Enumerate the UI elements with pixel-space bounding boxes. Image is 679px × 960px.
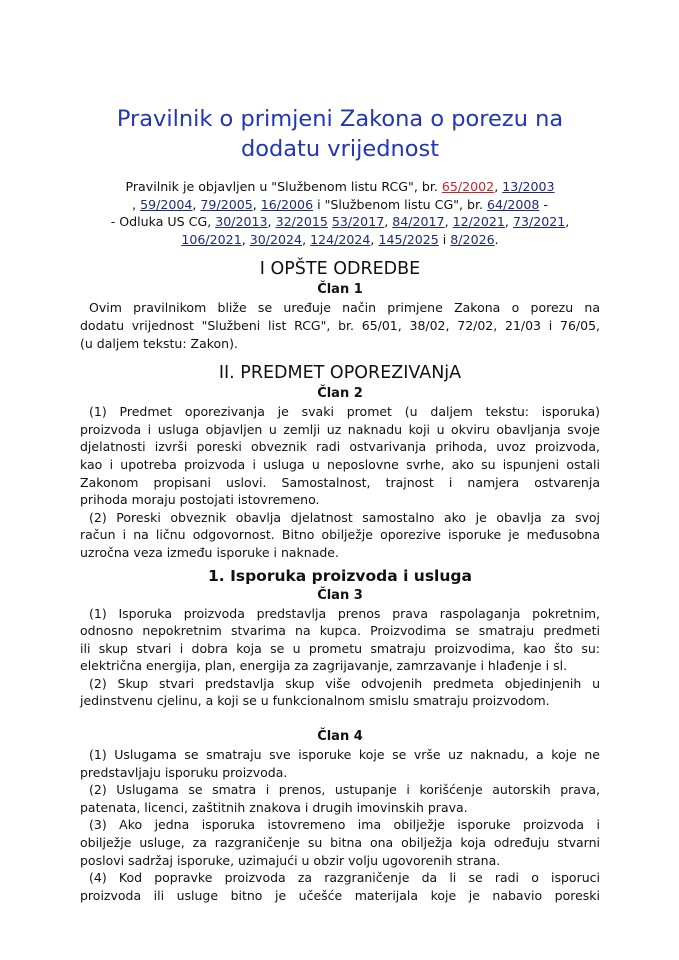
gazette-link[interactable]: 106/2021	[181, 231, 242, 247]
gazette-link[interactable]: 124/2024	[310, 231, 371, 247]
gazette-link[interactable]: 73/2021	[512, 214, 566, 230]
gazette-link[interactable]: 8/2026	[450, 231, 495, 247]
paragraph-line: električna energija, plan, energija za zagrijavanje, zamrzavanje i hlađenje i sl.	[80, 658, 568, 674]
article-heading: Član 2	[317, 386, 363, 402]
paragraph-line: proizvoda ili usluge bitno je učešće materijala koje je nabavio poreski	[80, 887, 600, 903]
gazette-link[interactable]: 79/2005	[200, 196, 253, 212]
title-line: dodatu vrijednost	[240, 136, 440, 162]
gazette-link[interactable]: 53/2017	[331, 214, 385, 230]
paragraph-line: račun i na ličnu odgovornost. Bitno obilježje oporezive isporuke je međusobna	[80, 527, 600, 543]
paragraph-line: (1) Predmet oporezivanja je svaki promet (u daljem tekstu: isporuka)	[89, 404, 600, 420]
article-paragraph	[80, 299, 600, 352]
paragraph-line: dodatu vrijednost "Službeni list RCG", br. 65/01, 38/02, 72/02, 21/03 i 76/05,	[80, 317, 600, 333]
paragraph-line: (1) Isporuka proizvoda predstavlja prenos prava raspolaganja pokretnim,	[89, 605, 600, 621]
article-paragraph	[80, 781, 600, 816]
paragraph-line: uzročna veza između isporuke i naknade.	[80, 544, 339, 560]
publication-text: i	[438, 231, 451, 247]
article-heading: Član 4	[317, 729, 363, 745]
gazette-link[interactable]: 59/2004	[140, 196, 193, 212]
paragraph-line: predstavljaju isporuku proizvoda.	[80, 764, 288, 780]
paragraph-line: (2) Uslugama se smatra i prenos, ustupanje i korišćenje autorskih prava,	[89, 782, 600, 798]
document-page	[80, 104, 600, 904]
spacer	[80, 710, 600, 727]
gazette-link[interactable]: 84/2017	[392, 214, 445, 230]
document-title	[80, 104, 600, 164]
paragraph-line: (4) Kod popravke proizvoda za razgraničenje da li se radi o isporuci	[89, 870, 600, 886]
article-paragraph	[80, 403, 600, 509]
publication-info: Pravilnik je objavljen u "Službenom listu RCG", br. 65/2002, 13/2003 , 59/2004, 79/2005, 16/2006 i "Službenom listu CG", br. 64/2008 - - Odluka US CG, 30/2013, 32/2015 53/2017, 84/2017, 12/2021, 73/2021, 106/2021, 30/2024, 124/2024, 145/2025 i 8/2026.	[110, 179, 570, 247]
chapter-heading: II. PREDMET OPOREZIVANjA	[218, 363, 462, 384]
gazette-link[interactable]: 145/2025	[378, 231, 439, 247]
paragraph-line: patenata, licenci, zaštitnih znakova i drugih imovinskih prava.	[80, 799, 468, 815]
paragraph-line: jedinstvenu cjelinu, a koji se u funkcionalnom smislu smatraju proizvodom.	[80, 693, 550, 709]
paragraph-line: Zakonom propisani uslovi. Samostalnost, trajnost i namjera ostvarenja	[80, 474, 600, 490]
article-paragraph	[80, 816, 600, 869]
chapter-heading: I OPŠTE ODREDBE	[259, 259, 421, 280]
article-paragraph	[80, 869, 600, 904]
paragraph-line: ili skup stvari i dobra koja se u prometu smatraju proizvodima, kao što su:	[80, 640, 600, 656]
gazette-link[interactable]: 32/2015	[275, 214, 328, 230]
title-line: Pravilnik o primjeni Zakona o porezu na	[116, 106, 564, 132]
paragraph-line: (1) Uslugama se smatraju sve isporuke koje se vrše uz naknadu, a koje ne	[89, 747, 600, 763]
gazette-link[interactable]: 13/2003	[502, 179, 555, 194]
publication-text: Pravilnik je objavljen u "Službenom listu RCG", br.	[125, 179, 442, 194]
paragraph-line: odnosno nepokretnim stvarima na kupca. Proizvodima se smatraju predmeti	[80, 623, 600, 639]
gazette-link[interactable]: 65/2002	[441, 179, 495, 194]
gazette-link[interactable]: 30/2024	[249, 231, 303, 247]
paragraph-line: (u daljem tekstu: Zakon).	[80, 335, 238, 351]
article-paragraph	[80, 509, 600, 562]
section-heading: 1. Isporuka proizvoda i usluga	[208, 566, 472, 585]
gazette-link[interactable]: 16/2006	[260, 196, 314, 212]
paragraph-line: proizvoda i usluga objavljen u zemlji uz naknadu koji u okviru obavljanja svoje	[80, 421, 600, 437]
paragraph-line: kao i upotreba proizvoda i usluga u neposlovne svrhe, ako su ispunjeni ostali	[80, 456, 600, 472]
paragraph-line: (2) Skup stvari predstavlja skup više odvojenih predmeta objedinjenih u	[89, 675, 600, 691]
paragraph-line: Ovim pravilnikom bliže se uređuje način primjene Zakona o porezu na	[89, 300, 600, 316]
document-body	[80, 258, 600, 904]
publication-text: .	[494, 231, 499, 247]
article-paragraph	[80, 746, 600, 781]
paragraph-line: poslovi sadržaj isporuke, uzimajući u obzir volju ugovorenih strana.	[80, 852, 501, 868]
paragraph-line: (3) Ako jedna isporuka istovremeno ima obilježje isporuke proizvoda i	[89, 817, 600, 833]
paragraph-line: prihoda moraju postojati istovremeno.	[80, 492, 320, 508]
paragraph-line: obilježje usluge, za razgraničenje su bitna ona obilježja koja određuju stvarni	[80, 835, 600, 851]
article-heading: Član 1	[317, 282, 363, 298]
gazette-link[interactable]: 12/2021	[452, 214, 505, 230]
gazette-link[interactable]: 30/2013	[215, 214, 268, 230]
article-paragraph	[80, 605, 600, 675]
paragraph-line: djelatnosti izvrši poreski obveznik radi ostvarivanja prihoda, uvoz proizvoda,	[80, 439, 600, 455]
gazette-link[interactable]: 64/2008	[487, 196, 540, 212]
publication-text: i "Službenom listu CG", br.	[313, 196, 488, 212]
article-paragraph	[80, 675, 600, 710]
paragraph-line: (2) Poreski obveznik obavlja djelatnost samostalno ako je obavlja za svoj	[89, 509, 600, 525]
publication-text: - Odluka US CG,	[110, 214, 216, 230]
article-heading: Član 3	[317, 587, 363, 603]
